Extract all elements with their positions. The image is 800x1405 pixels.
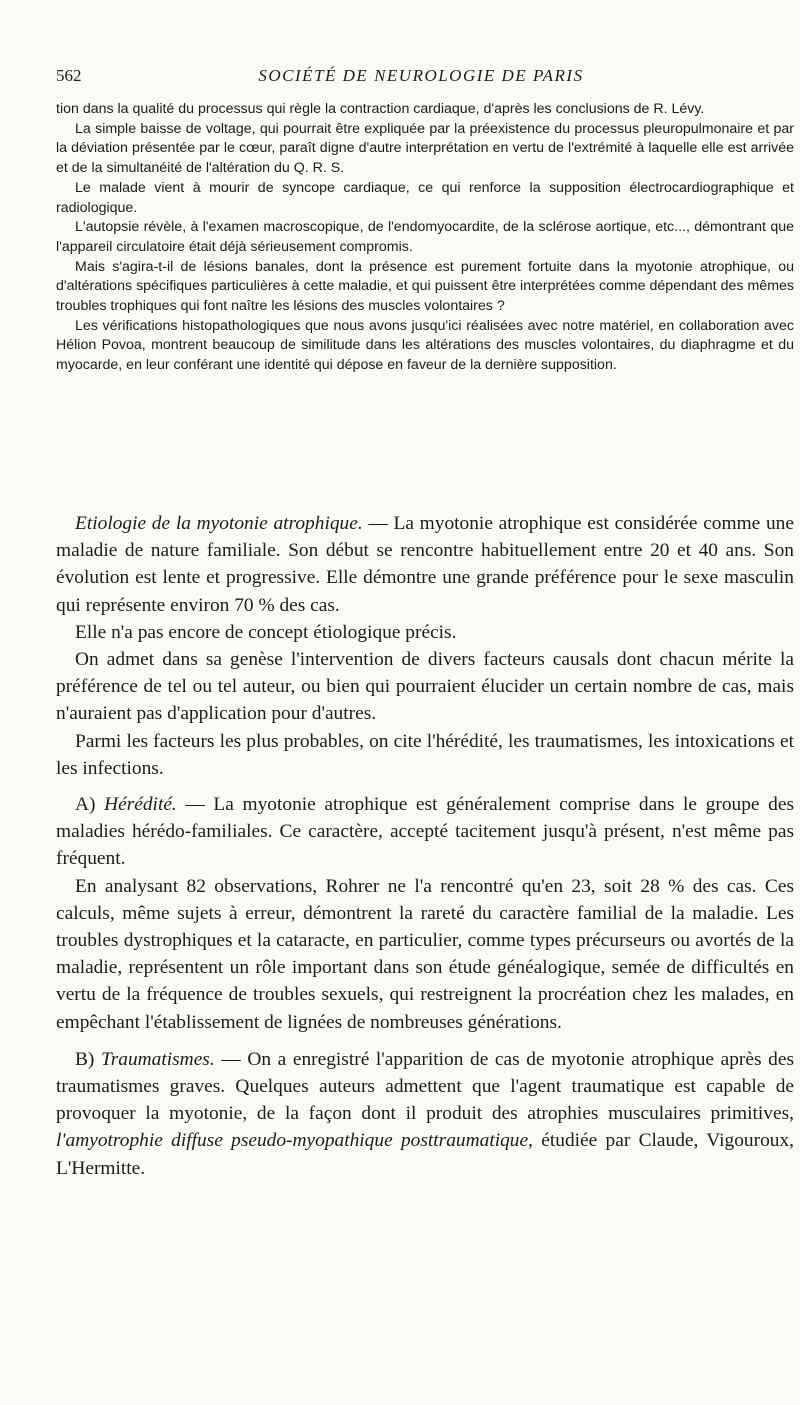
- heredity-paragraph: [56, 791, 794, 873]
- paragraph: Elle n'a pas encore de concept étiologique précis.: [75, 621, 457, 643]
- paragraph: La simple baisse de voltage, qui pourrait être expliquée par la préexistence du processus pleuropulmonaire et par la déviation présentée par le cœur, paraît digne d'autre interprétation en vertu de l'extrémité à laquelle elle est arrivée et de la simultanéité de l'altération du Q. R. S.: [56, 120, 794, 177]
- etiology-paragraph: [56, 510, 794, 619]
- paragraph: tion dans la qualité du processus qui règle la contraction cardiaque, d'après les conclusions de R. Lévy.: [56, 101, 705, 117]
- paragraph-body: , étudiée par Claude, Vigouroux, L'Hermitte.: [56, 1130, 795, 1179]
- trauma-paragraph: [56, 1046, 794, 1182]
- paragraph-body: — On a enregistré l'apparition de cas de myotonie atrophique après des traumatismes graves. Quelques auteurs admettent que l'agent traumatique est capable de provoquer la myotonie, de la façon dont il produit des atrophies musculaires primitives,: [56, 1048, 794, 1125]
- paragraph: En analysant 82 observations, Rohrer ne l'a rencontré qu'en 23, soit 28 % des cas. Ces calculs, même sujets à erreur, démontrent la rareté du caractère familial de la maladie. Les troubles dystrophiques et la cataracte, en particulier, comme types précurseurs ou avortés de la maladie, représentent un rôle important dans son étude généalogique, semée de difficultés en vertu de la fréquence de troubles sexuels, qui restreignent la procréation chez les malades, en empêchant l'établissement de lignées de nombreuses générations.: [56, 875, 794, 1033]
- small-print-section: [56, 100, 794, 376]
- section-label: A): [75, 794, 105, 816]
- section-heading: Traumatismes.: [101, 1048, 215, 1070]
- paragraph-body: — La myotonie atrophique est considérée comme une maladie de nature familiale. Son début se rencontre habituellement entre 20 et 40 ans. Son évolution est lente et progressive. Elle démontre une grande préférence pour le sexe masculin qui représente environ 70 % des cas.: [56, 513, 794, 616]
- italic-term: l'amyotrophie diffuse pseudo-myopathique posttraumatique: [56, 1130, 529, 1152]
- page-header: [56, 66, 786, 88]
- section-heading: Etiologie de la myotonie atrophique.: [75, 513, 363, 534]
- paragraph-body: — La myotonie atrophique est généralement comprise dans le groupe des maladies hérédo-familiales. Ce caractère, accepté tacitement jusqu'à présent, n'est même pas fréquent.: [56, 794, 794, 870]
- paragraph: Parmi les facteurs les plus probables, on cite l'hérédité, les traumatismes, les intoxications et les infections.: [56, 730, 794, 779]
- paragraph: L'autopsie révèle, à l'examen macroscopique, de l'endomyocardite, de la sclérose aortique, etc..., démontrant que l'appareil circulatoire était déjà sérieusement compromis.: [56, 219, 794, 255]
- paragraph: Le malade vient à mourir de syncope cardiaque, ce qui renforce la supposition électrocardiographique et radiologique.: [56, 179, 794, 216]
- running-title: SOCIÉTÉ DE NEUROLOGIE DE PARIS: [258, 66, 584, 85]
- section-label: B): [75, 1048, 102, 1070]
- paragraph: Mais s'agira-t-il de lésions banales, dont la présence est purement fortuite dans la myotonie atrophique, ou d'altérations spécifiques particulières à cette maladie, et qui puissent être interprétées comme dépendant des mêmes troubles trophiques qui font naître les lésions des muscles volontaires ?: [56, 258, 794, 315]
- main-text-section: [56, 510, 794, 1182]
- page-number: 562: [56, 66, 82, 85]
- paragraph: Les vérifications histopathologiques que nous avons jusqu'ici réalisées avec notre matériel, en collaboration avec Hélion Povoa, montrent beaucoup de similitude dans les altérations des muscles volontaires, du diaphragme et du myocarde, en leur conférant une identité qui dépose en faveur de la dernière supposition.: [56, 317, 794, 374]
- paragraph: On admet dans sa genèse l'intervention de divers facteurs causals dont chacun mérite la préférence de tel ou tel auteur, ou bien qui pourraient élucider un certain nombre de cas, mais n'auraient pas d'application pour d'autres.: [56, 649, 794, 725]
- section-heading: Hérédité.: [104, 794, 177, 816]
